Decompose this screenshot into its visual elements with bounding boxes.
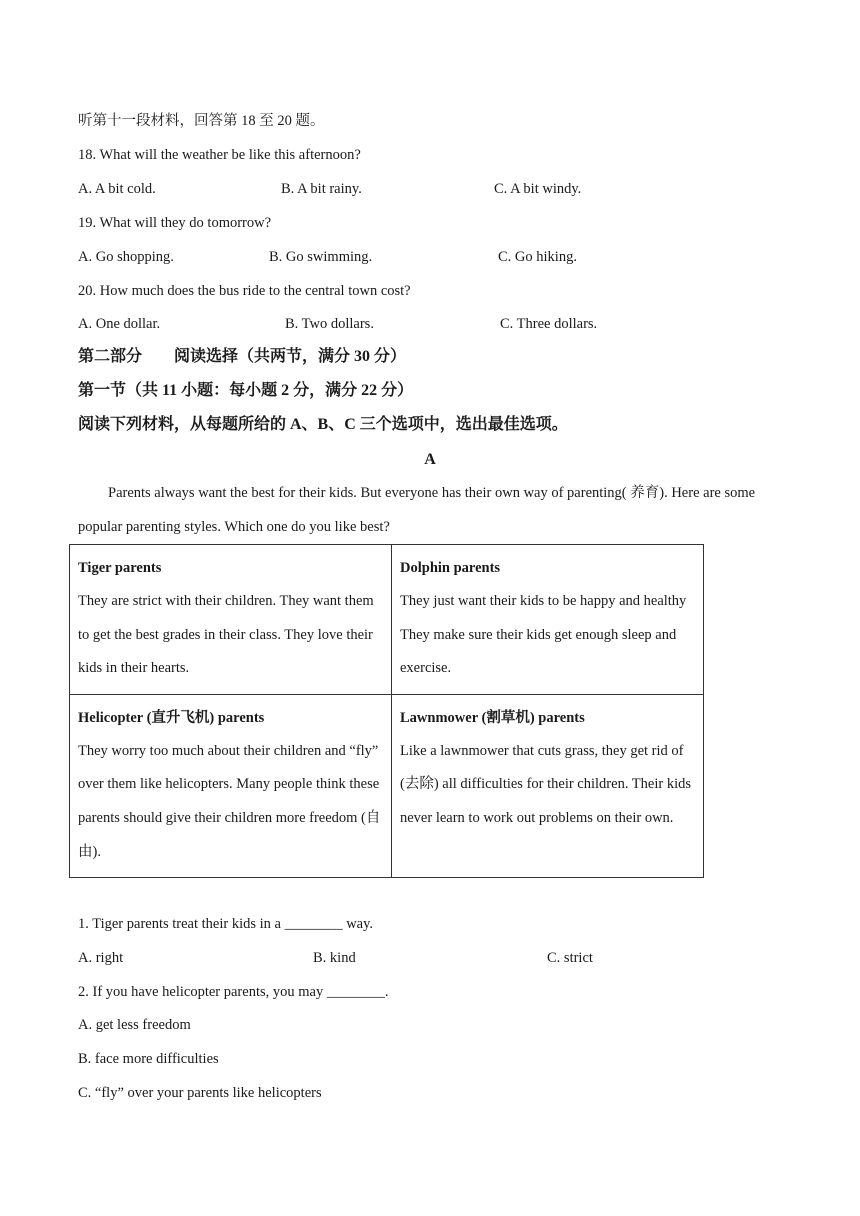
q18-option-c: C. A bit windy. [494, 181, 582, 197]
q19-option-a: A. Go shopping. [78, 249, 174, 265]
rq1-option-c: C. strict [547, 950, 593, 966]
reading-instruction: 阅读下列材料，从每题所给的 A、B、C 三个选项中，选出最佳选项。 [78, 416, 568, 433]
q20-option-a: A. One dollar. [78, 316, 161, 332]
cell-title: Tiger parents [78, 560, 162, 576]
cell-title: Helicopter (直升飞机) parents [78, 709, 265, 726]
rq1-option-b: B. kind [313, 950, 356, 966]
rq2-option-c: C. “fly” over your parents like helicopters [78, 1085, 322, 1101]
passage-letter: A [424, 451, 436, 468]
q20-option-b: B. Two dollars. [285, 316, 374, 332]
passage-intro: Parents always want the best for their kids. But everyone has their own way of parenting( 养育). Here are some popular parenting styles. Which one do you like best? [78, 485, 756, 535]
cell-title: Lawnmower (割草机) parents [400, 709, 585, 726]
cell-dolphin-parents [392, 545, 704, 695]
q19-option-b: B. Go swimming. [269, 249, 373, 265]
rq2-option-a: A. get less freedom [78, 1017, 191, 1033]
table-row [70, 545, 704, 695]
reading-question-2: 2. If you have helicopter parents, you may ________. [78, 984, 389, 1000]
q20-option-c: C. Three dollars. [500, 316, 598, 332]
cell-lawnmower-parents [392, 694, 704, 877]
part-two-title: 第二部分 阅读选择（共两节，满分 30 分） [78, 348, 407, 365]
cell-tiger-parents [70, 545, 392, 695]
cell-text: They just want their kids to be happy and healthy They make sure their kids get enough sleep and exercise. [400, 593, 687, 677]
parenting-styles-table [69, 544, 704, 878]
rq1-option-a: A. right [78, 950, 124, 966]
question-18: 18. What will the weather be like this afternoon? [78, 147, 361, 163]
cell-text: They are strict with their children. They want them to get the best grades in their class. They love their kids in their hearts. [78, 593, 374, 677]
cell-helicopter-parents [70, 694, 392, 877]
question-20: 20. How much does the bus ride to the central town cost? [78, 283, 411, 299]
reading-question-1: 1. Tiger parents treat their kids in a ________ way. [78, 916, 374, 932]
rq2-option-b: B. face more difficulties [78, 1051, 219, 1067]
cell-text: They worry too much about their children and “fly” over them like helicopters. Many people think these parents should give their children more freedom (自由). [78, 742, 381, 860]
q19-option-c: C. Go hiking. [498, 249, 577, 265]
table-row [70, 694, 704, 877]
section-one-title: 第一节（共 11 小题：每小题 2 分，满分 22 分） [78, 382, 414, 399]
q18-option-b: B. A bit rainy. [281, 181, 362, 197]
q18-option-a: A. A bit cold. [78, 181, 156, 197]
question-19: 19. What will they do tomorrow? [78, 215, 272, 231]
listening-intro: 听第十一段材料，回答第 18 至 20 题。 [78, 113, 325, 129]
cell-title: Dolphin parents [400, 560, 501, 576]
cell-text: Like a lawnmower that cuts grass, they get rid of (去除) all difficulties for their children. Their kids never learn to work out problems on their own. [400, 742, 691, 826]
